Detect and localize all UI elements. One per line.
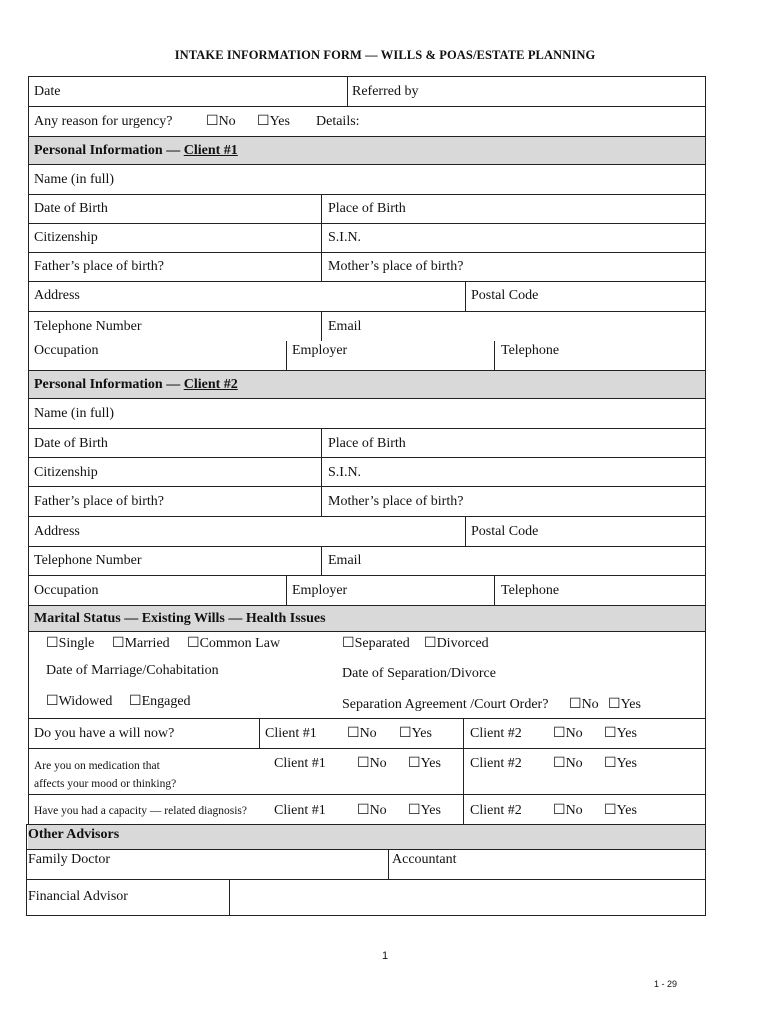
capacity-client1-yes-option[interactable]: ☐Yes — [408, 803, 441, 818]
client1-name-label: Name (in full) — [34, 172, 115, 187]
checkbox-icon[interactable]: ☐ — [206, 114, 219, 129]
client2-telephone-label: Telephone — [501, 583, 560, 598]
client2-father-pob-label: Father’s place of birth? — [34, 494, 164, 509]
medication-client2-yes-option[interactable]: ☐Yes — [604, 756, 637, 771]
checkbox-icon[interactable]: ☐ — [399, 726, 412, 741]
client2-name-label: Name (in full) — [34, 406, 115, 421]
capacity-client2-label: Client #2 — [470, 803, 522, 818]
date-of-marriage-label: Date of Marriage/Cohabitation — [46, 663, 219, 678]
separation-agreement-question: Separation Agreement /Court Order? — [342, 697, 549, 712]
will-client1-no-option[interactable]: ☐No — [347, 726, 377, 741]
widowed-option[interactable]: ☐Widowed — [46, 694, 113, 709]
client2-pob-label: Place of Birth — [328, 436, 406, 451]
checkbox-icon[interactable]: ☐ — [46, 694, 59, 709]
medication-client2-label: Client #2 — [470, 756, 522, 771]
common-law-option[interactable]: ☐Common Law — [187, 636, 281, 651]
checkbox-icon[interactable]: ☐ — [408, 803, 421, 818]
married-option[interactable]: ☐Married — [112, 636, 170, 651]
accountant-label: Accountant — [392, 852, 457, 867]
single-option[interactable]: ☐Single — [46, 636, 95, 651]
checkbox-icon[interactable]: ☐ — [569, 697, 582, 712]
client1-address-label: Address — [34, 288, 80, 303]
capacity-client1-label: Client #1 — [274, 803, 326, 818]
client1-postal-label: Postal Code — [471, 288, 539, 303]
client2-mother-pob-label: Mother’s place of birth? — [328, 494, 464, 509]
divorced-option[interactable]: ☐Divorced — [424, 636, 489, 651]
family-doctor-label: Family Doctor — [28, 852, 111, 867]
medication-question-line2: affects your mood or thinking? — [34, 778, 177, 790]
checkbox-icon[interactable]: ☐ — [608, 697, 621, 712]
urgency-no-option[interactable]: ☐No — [206, 114, 236, 129]
page-number: 1 — [381, 950, 389, 962]
engaged-option[interactable]: ☐Engaged — [129, 694, 191, 709]
checkbox-icon[interactable]: ☐ — [257, 114, 270, 129]
separated-option[interactable]: ☐Separated — [342, 636, 410, 651]
client1-sin-label: S.I.N. — [328, 230, 362, 245]
separation-agreement-yes-option[interactable]: ☐Yes — [608, 697, 641, 712]
checkbox-icon[interactable]: ☐ — [46, 636, 59, 651]
medication-client1-label: Client #1 — [274, 756, 326, 771]
client1-pob-label: Place of Birth — [328, 201, 406, 216]
checkbox-icon[interactable]: ☐ — [553, 756, 566, 771]
checkbox-icon[interactable]: ☐ — [347, 726, 360, 741]
checkbox-icon[interactable]: ☐ — [553, 803, 566, 818]
date-of-separation-label: Date of Separation/Divorce — [342, 666, 496, 681]
financial-advisor-label: Financial Advisor — [28, 889, 128, 904]
client2-section-heading: Personal Information — Client #2 — [34, 377, 238, 392]
checkbox-icon[interactable]: ☐ — [357, 756, 370, 771]
checkbox-icon[interactable]: ☐ — [342, 636, 355, 651]
will-client2-label: Client #2 — [470, 726, 522, 741]
client2-sin-label: S.I.N. — [328, 465, 362, 480]
medication-client1-no-option[interactable]: ☐No — [357, 756, 387, 771]
checkbox-icon[interactable]: ☐ — [604, 803, 617, 818]
medication-client1-yes-option[interactable]: ☐Yes — [408, 756, 441, 771]
separation-agreement-no-option[interactable]: ☐No — [569, 697, 599, 712]
capacity-client1-no-option[interactable]: ☐No — [357, 803, 387, 818]
client2-address-label: Address — [34, 524, 80, 539]
capacity-client2-no-option[interactable]: ☐No — [553, 803, 583, 818]
checkbox-icon[interactable]: ☐ — [112, 636, 125, 651]
client1-mother-pob-label: Mother’s place of birth? — [328, 259, 464, 274]
checkbox-icon[interactable]: ☐ — [604, 726, 617, 741]
client1-phone-label: Telephone Number — [34, 319, 142, 334]
urgency-question: Any reason for urgency? — [34, 114, 173, 129]
client2-dob-label: Date of Birth — [34, 436, 108, 451]
client1-section-heading: Personal Information — Client #1 — [34, 143, 238, 158]
client1-email-label: Email — [328, 319, 362, 334]
will-client2-yes-option[interactable]: ☐Yes — [604, 726, 637, 741]
client2-phone-label: Telephone Number — [34, 553, 142, 568]
urgency-yes-option[interactable]: ☐Yes — [257, 114, 290, 129]
referred-by-field-label: Referred by — [352, 84, 419, 99]
will-now-question: Do you have a will now? — [34, 726, 175, 741]
will-client1-yes-option[interactable]: ☐Yes — [399, 726, 432, 741]
page-reference: 1 - 29 — [654, 979, 678, 989]
advisors-header-band — [28, 824, 706, 849]
checkbox-icon[interactable]: ☐ — [357, 803, 370, 818]
checkbox-icon[interactable]: ☐ — [187, 636, 200, 651]
client2-email-label: Email — [328, 553, 362, 568]
client2-employer-label: Employer — [292, 583, 348, 598]
client2-postal-label: Postal Code — [471, 524, 539, 539]
checkbox-icon[interactable]: ☐ — [424, 636, 437, 651]
client1-occupation-label: Occupation — [34, 343, 99, 358]
advisors-section-heading: Other Advisors — [28, 827, 120, 842]
checkbox-icon[interactable]: ☐ — [129, 694, 142, 709]
client1-employer-label: Employer — [292, 343, 348, 358]
client2-occupation-label: Occupation — [34, 583, 99, 598]
medication-question-line1: Are you on medication that — [34, 760, 160, 772]
capacity-client2-yes-option[interactable]: ☐Yes — [604, 803, 637, 818]
checkbox-icon[interactable]: ☐ — [553, 726, 566, 741]
medication-client2-no-option[interactable]: ☐No — [553, 756, 583, 771]
will-client2-no-option[interactable]: ☐No — [553, 726, 583, 741]
client1-dob-label: Date of Birth — [34, 201, 108, 216]
will-client1-label: Client #1 — [265, 726, 317, 741]
client2-citizenship-label: Citizenship — [34, 465, 98, 480]
date-field-label: Date — [34, 84, 61, 99]
client1-citizenship-label: Citizenship — [34, 230, 98, 245]
client1-telephone-label: Telephone — [501, 343, 560, 358]
capacity-question: Have you had a capacity — related diagnosis? — [34, 805, 247, 817]
client1-father-pob-label: Father’s place of birth? — [34, 259, 164, 274]
marital-section-heading: Marital Status — Existing Wills — Health Issues — [34, 611, 326, 626]
checkbox-icon[interactable]: ☐ — [604, 756, 617, 771]
form-title: INTAKE INFORMATION FORM — WILLS & POAS/ESTATE PLANNING — [174, 48, 596, 62]
checkbox-icon[interactable]: ☐ — [408, 756, 421, 771]
details-field-label: Details: — [316, 114, 360, 129]
